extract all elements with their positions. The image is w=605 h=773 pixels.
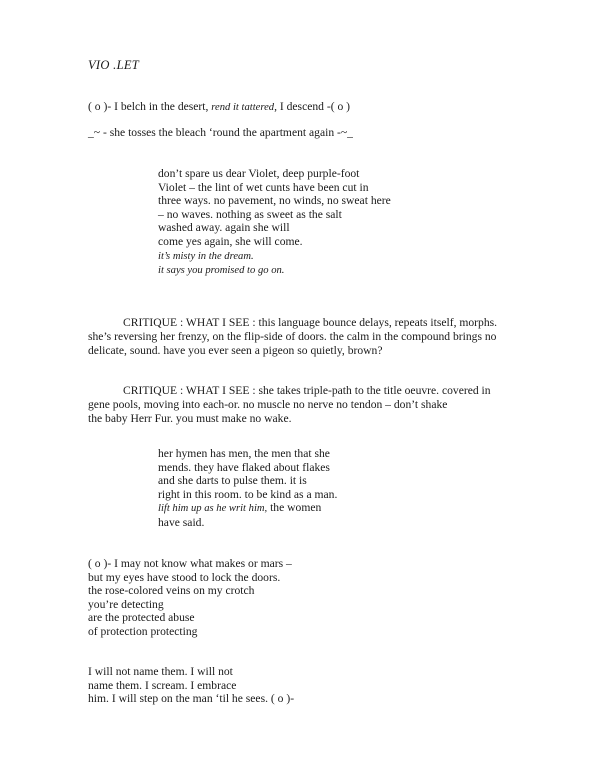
poem-title: VIO .LET <box>88 58 140 72</box>
text: Violet – the lint of wet cunts have been cut in <box>158 180 369 194</box>
poem-line <box>158 167 391 181</box>
text: and she darts to pulse them. it is <box>158 474 307 488</box>
poem-line <box>158 488 337 502</box>
stanza-2 <box>158 447 337 530</box>
poem-line <box>158 181 391 195</box>
text: three ways. no pavement, no winds, no sweat here <box>158 194 391 208</box>
poem-line <box>88 126 353 140</box>
poem-line <box>158 501 337 516</box>
text: you’re detecting <box>88 597 164 611</box>
text: but my eyes have stood to lock the doors. <box>88 570 281 584</box>
critique-2-text: CRITIQUE : WHAT I SEE : she takes triple-path to the title oeuvre. covered in <box>123 384 491 397</box>
text: I will not name them. I will not <box>88 665 233 678</box>
text: _~ - she tosses the bleach ‘round the apartment again -~_ <box>88 126 353 139</box>
text: come yes again, she will come. <box>158 234 303 248</box>
text: washed away. again she will <box>158 221 290 235</box>
italic-text: it says you promised to go on. <box>158 265 285 277</box>
poem-line <box>158 447 337 461</box>
text: her hymen has men, the men that she <box>158 447 330 460</box>
text: the women <box>267 501 322 515</box>
poem-line <box>158 263 391 278</box>
poem-line <box>88 584 292 598</box>
poem-line <box>158 235 391 249</box>
text: ( o )- I belch in the desert, <box>88 100 212 113</box>
refrain-line <box>88 126 353 140</box>
poem-line <box>88 571 292 585</box>
text: don’t spare us dear Violet, deep purple-foot <box>158 167 360 180</box>
stanza-1 <box>158 167 391 278</box>
critique-1 <box>88 316 518 358</box>
critique-1-text: delicate, sound. have you ever seen a pigeon so quietly, brown? <box>88 343 383 357</box>
critique-2-text: gene pools, moving into each-or. no muscle no nerve no tendon – don’t shake <box>88 397 448 411</box>
text: of protection protecting <box>88 624 198 638</box>
text: him. I will step on the man ‘til he sees. ( o )- <box>88 692 295 706</box>
poem-line <box>158 461 337 475</box>
text: ( o )- I may not know what makes or mars – <box>88 557 292 570</box>
text: , I descend -( o ) <box>274 100 351 113</box>
critique-2 <box>88 384 518 426</box>
text: the rose-colored veins on my crotch <box>88 584 255 598</box>
poem-line <box>158 221 391 235</box>
italic-text: lift him up as he writ him, <box>158 503 268 515</box>
poem-line <box>158 516 337 530</box>
text: right in this room. to be kind as a man. <box>158 487 338 501</box>
poem-line <box>158 208 391 222</box>
italic-text: rend it tattered <box>211 102 275 113</box>
poem-line <box>158 249 391 264</box>
poem-line <box>158 474 337 488</box>
poem-line <box>88 100 350 115</box>
text: mends. they have flaked about flakes <box>158 460 330 474</box>
poem-line <box>158 194 391 208</box>
poem-line <box>88 679 294 693</box>
text: – no waves. nothing as sweet as the salt <box>158 207 342 221</box>
italic-text: it’s misty in the dream. <box>158 250 254 262</box>
text: are the protected abuse <box>88 611 195 625</box>
stanza-3 <box>88 557 292 639</box>
critique-1-text: she’s reversing her frenzy, on the flip-side of doors. the calm in the compound brings no <box>88 329 497 343</box>
poem-line <box>88 611 292 625</box>
poem-line <box>88 692 294 706</box>
poem-line <box>88 557 292 571</box>
poem-line <box>88 665 294 679</box>
text: name them. I scream. I embrace <box>88 678 237 692</box>
text: have said. <box>158 515 205 529</box>
stanza-4 <box>88 665 294 706</box>
opening-line <box>88 100 350 115</box>
critique-1-text: CRITIQUE : WHAT I SEE : this language bounce delays, repeats itself, morphs. <box>123 316 498 329</box>
poem-line <box>88 598 292 612</box>
critique-2-text: the baby Herr Fur. you must make no wake. <box>88 411 292 425</box>
poem-line <box>88 625 292 639</box>
